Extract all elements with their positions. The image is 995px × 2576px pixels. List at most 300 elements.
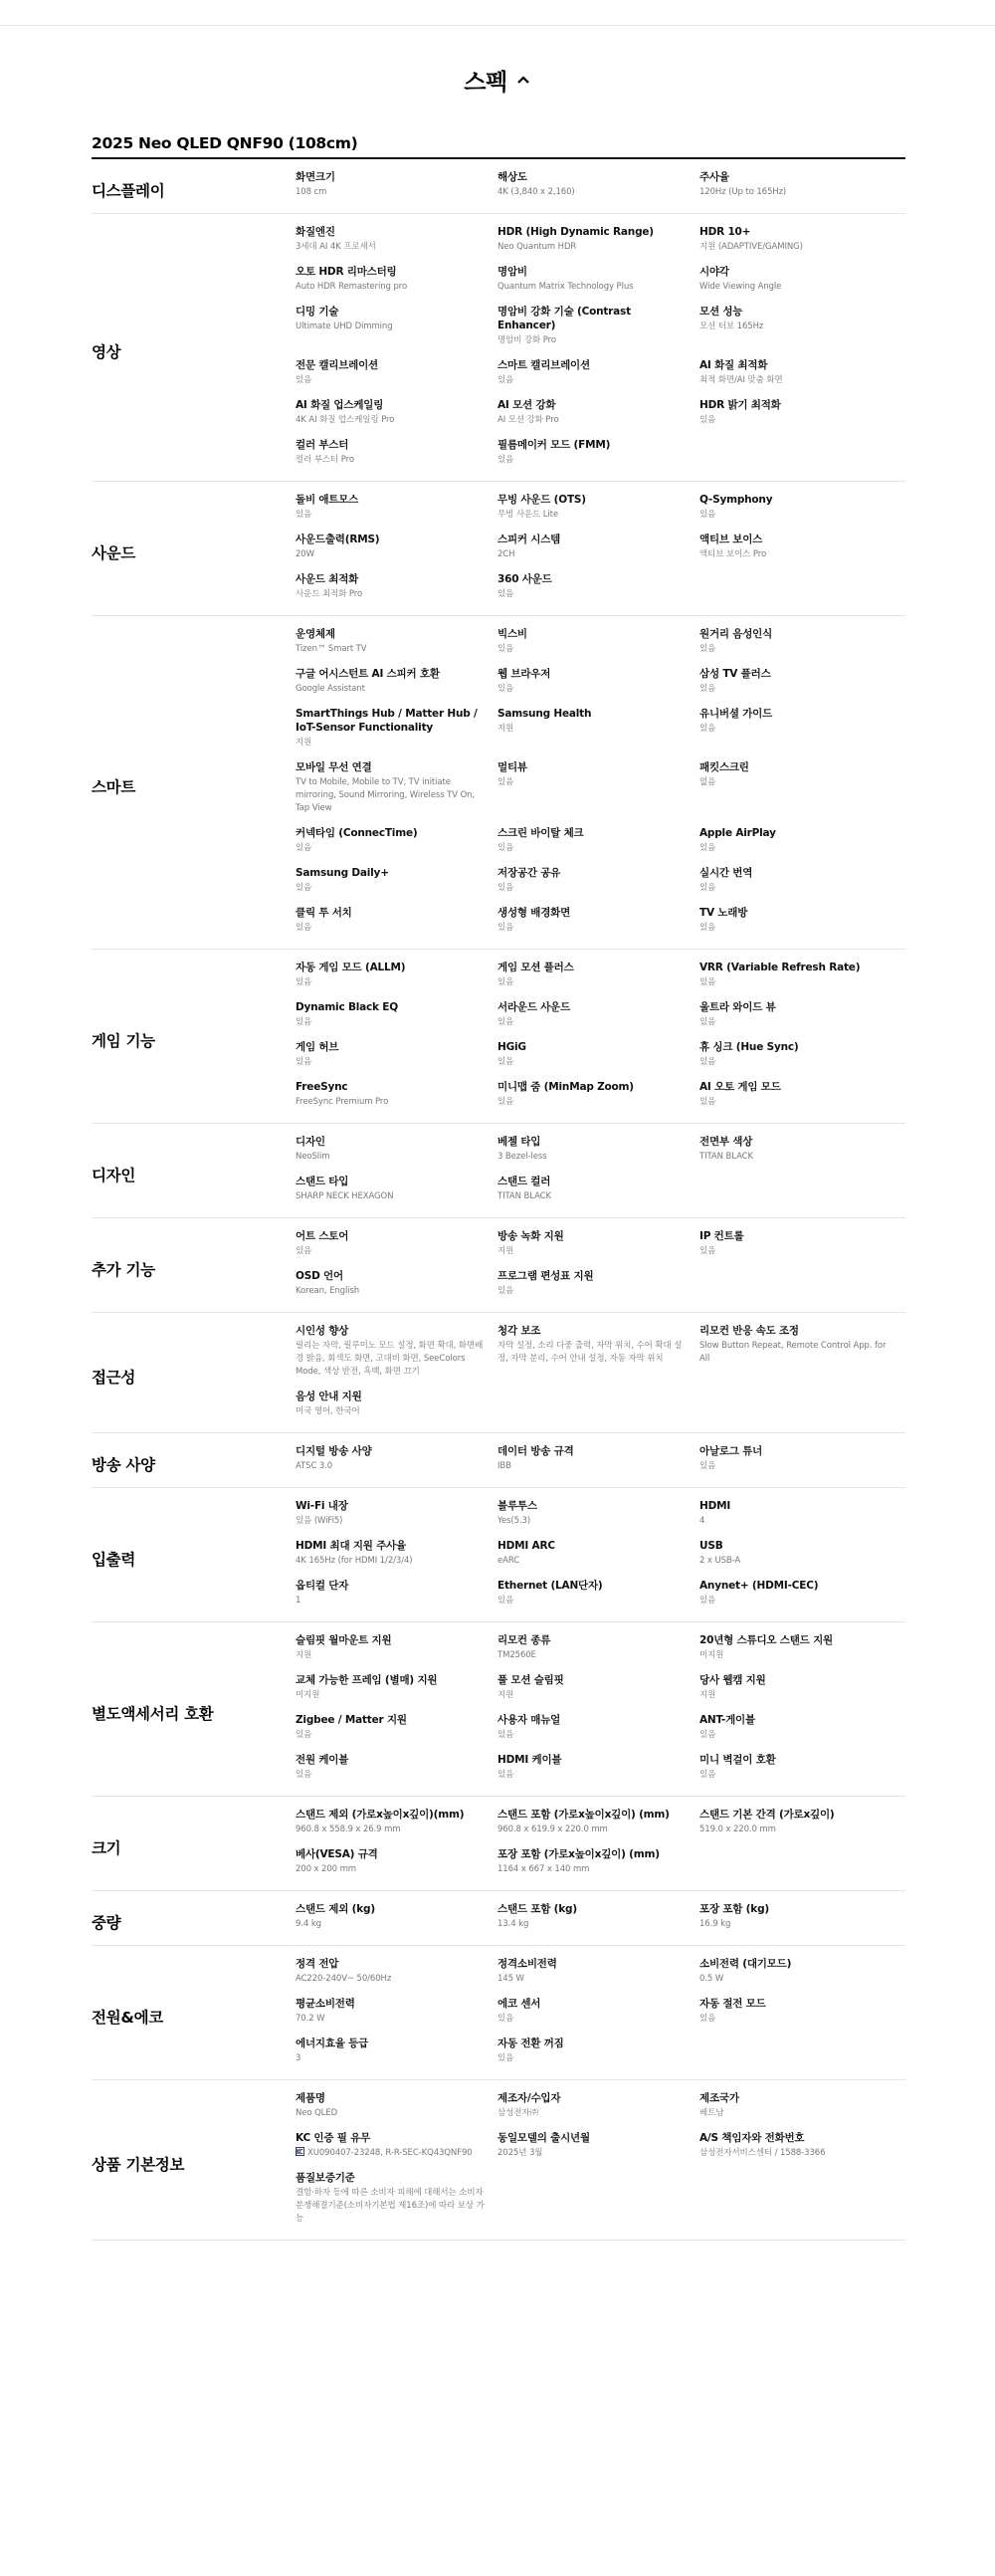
section-category: 상품 기본정보	[92, 2156, 185, 2174]
page-title: 스펙	[464, 69, 507, 96]
spec-toggle[interactable]	[0, 62, 995, 98]
spec-name: 휴 싱크 (Hue Sync)	[699, 1041, 799, 1053]
spec-value: 있음	[699, 724, 716, 734]
spec-value: 있음	[699, 1770, 716, 1780]
spec-name: 스탠드 제외 (가로x높이x깊이)(mm)	[296, 1809, 465, 1821]
spec-value: 108 cm	[296, 187, 327, 197]
spec-name: 저장공간 공유	[498, 867, 561, 879]
section-category: 영상	[92, 343, 121, 361]
spec-item	[498, 438, 699, 478]
spec-item	[296, 1753, 498, 1793]
spec-item	[296, 1902, 498, 1942]
spec-item	[296, 2131, 498, 2171]
spec-value: Neo Quantum HDR	[498, 242, 577, 252]
spec-name: ANT-게이블	[699, 1714, 755, 1726]
spec-name: 모션 성능	[699, 306, 743, 318]
spec-value: 있음	[699, 883, 716, 893]
spec-item	[296, 906, 498, 946]
spec-value: 960.8 x 619.9 x 220.0 mm	[498, 1825, 608, 1834]
spec-section	[92, 1622, 905, 1797]
spec-value: 자막 설정, 소리 다중 출력, 자막 위치, 수어 확대 설정, 자막 분리, 수어 안내 설정, 자동 자막 위치	[498, 1341, 683, 1364]
spec-value: 릴리는 자막, 릴루미노 모드 설정, 화면 확대, 화면배경 밝음, 회색도 화면, 고대비 화면, SeeColors Mode, 색상 반전, 흑백, 화면 끄기	[296, 1341, 484, 1377]
spec-name: 운영체제	[296, 628, 335, 640]
spec-item	[296, 1080, 498, 1120]
spec-item	[498, 265, 699, 305]
spec-value: 3세대 AI 4K 프로세서	[296, 242, 376, 252]
spec-item	[699, 1135, 905, 1175]
spec-name: 동일모델의 출시년월	[498, 2132, 590, 2144]
spec-item	[296, 1175, 498, 1214]
spec-value: 있음	[699, 644, 716, 654]
spec-grid	[296, 961, 905, 1120]
spec-value: XU090407-23248, R-R-SEC-KQ43QNF90	[307, 2148, 473, 2158]
spec-name: 해상도	[498, 171, 527, 183]
spec-item	[699, 225, 905, 265]
spec-grid	[296, 1499, 905, 1618]
spec-value: 있음	[699, 1057, 716, 1067]
spec-name: 돌비 애트모스	[296, 494, 359, 506]
spec-item	[699, 1633, 905, 1673]
section-category: 접근성	[92, 1369, 136, 1387]
spec-grid	[296, 170, 905, 210]
spec-item	[699, 1040, 905, 1080]
spec-value: 2025년 3월	[498, 2148, 543, 2158]
spec-name: Ethernet (LAN단자)	[498, 1580, 603, 1592]
spec-item	[296, 1713, 498, 1753]
spec-item	[699, 533, 905, 572]
spec-name: USB	[699, 1540, 723, 1552]
spec-item	[498, 961, 699, 1000]
spec-name: 멀티뷰	[498, 761, 527, 773]
spec-value: Korean, English	[296, 1286, 360, 1296]
spec-value: 3 Bezel-less	[498, 1152, 547, 1162]
spec-item	[498, 1324, 699, 1390]
spec-value: TV to Mobile, Mobile to TV, TV initiate mirroring, Sound Mirroring, Wireless TV On, Tap View	[296, 777, 476, 813]
spec-name: 정격소비전력	[498, 1958, 557, 1970]
spec-value: 미지원	[699, 1650, 724, 1660]
spec-name: 명암비 강화 기술 (Contrast Enhancer)	[498, 306, 631, 331]
section-category: 입출력	[92, 1551, 136, 1569]
spec-item	[498, 398, 699, 438]
spec-item	[296, 667, 498, 707]
spec-value: 0.5 W	[699, 1974, 724, 1984]
spec-value: Tizen™ Smart TV	[296, 644, 367, 654]
spec-value: 있음	[498, 455, 514, 465]
spec-value: 있음	[498, 777, 514, 787]
spec-item	[699, 1579, 905, 1618]
spec-item	[498, 866, 699, 906]
spec-item	[498, 1135, 699, 1175]
spec-item	[296, 1673, 498, 1713]
spec-item	[296, 305, 498, 358]
spec-name: 포장 포함 (kg)	[699, 1903, 769, 1915]
spec-name: 웹 브라우저	[498, 668, 551, 680]
spec-name: HDR (High Dynamic Range)	[498, 226, 654, 238]
spec-value: 1	[296, 1596, 301, 1606]
spec-name: 당사 웹캠 지원	[699, 1674, 766, 1686]
spec-name: 유니버셜 가이드	[699, 708, 773, 720]
spec-item	[498, 760, 699, 826]
spec-name: 제조국가	[699, 2092, 739, 2104]
spec-item	[296, 1000, 498, 1040]
spec-name: 화면크기	[296, 171, 335, 183]
spec-value: 모션 터보 165Hz	[699, 322, 764, 331]
spec-value-wrap	[296, 2147, 486, 2160]
spec-value: 있음	[498, 843, 514, 853]
spec-section	[92, 1124, 905, 1218]
spec-item	[699, 1753, 905, 1793]
spec-name: 블루투스	[498, 1500, 537, 1512]
spec-name: 컬러 부스터	[296, 439, 349, 451]
spec-value: 120Hz (Up to 165Hz)	[699, 187, 787, 197]
spec-item	[699, 1444, 905, 1484]
spec-name: 제조자/수입자	[498, 2092, 561, 2104]
spec-item	[498, 2091, 699, 2131]
spec-item	[296, 1847, 498, 1887]
spec-item	[296, 1499, 498, 1539]
spec-value: 있음	[296, 375, 312, 385]
spec-item	[699, 760, 905, 826]
spec-item	[699, 1000, 905, 1040]
spec-item	[699, 667, 905, 707]
spec-item	[498, 1633, 699, 1673]
spec-name: A/S 책임자와 전화번호	[699, 2132, 805, 2144]
spec-value: Yes(5.3)	[498, 1516, 531, 1526]
spec-grid	[296, 2091, 905, 2237]
spec-value: 있음	[699, 2014, 716, 2024]
spec-item	[498, 1808, 699, 1847]
section-category: 스마트	[92, 778, 136, 796]
spec-name: 전면부 색상	[699, 1136, 753, 1148]
spec-value: 있음	[699, 1461, 716, 1471]
spec-value: 있음	[699, 977, 716, 987]
spec-item	[498, 1499, 699, 1539]
spec-name: 방송 녹화 지원	[498, 1230, 564, 1242]
product-title: 2025 Neo QLED QNF90 (108cm)	[92, 134, 905, 159]
spec-name: 액티브 보이스	[699, 534, 763, 545]
spec-value: 지원	[699, 1690, 716, 1700]
spec-value: 있음	[498, 1097, 514, 1107]
section-category: 디자인	[92, 1167, 136, 1184]
spec-value: 있음	[699, 1246, 716, 1256]
spec-item	[296, 572, 498, 612]
spec-item	[699, 866, 905, 906]
spec-item	[699, 961, 905, 1000]
spec-name: 사운드출력(RMS)	[296, 534, 380, 545]
spec-item	[296, 1390, 498, 1429]
spec-value: 있음	[296, 883, 312, 893]
spec-value: NeoSlim	[296, 1152, 330, 1162]
spec-item	[498, 707, 699, 760]
spec-grid	[296, 1229, 905, 1309]
spec-item	[699, 627, 905, 667]
spec-item	[498, 305, 699, 358]
spec-item	[296, 627, 498, 667]
spec-name: 스피커 시스템	[498, 534, 561, 545]
spec-name: 에코 센서	[498, 1998, 541, 2010]
spec-value: 삼성전자㈜	[498, 2108, 538, 2118]
spec-value: 결함·하자 등에 따른 소비자 피해에 대해서는 소비자분쟁해결기준(소비자기본법 제16조)에 따라 보상 가능	[296, 2188, 485, 2224]
spec-name: 아날로그 튜너	[699, 1445, 763, 1457]
spec-value: 지원	[296, 1650, 312, 1660]
spec-item	[296, 1135, 498, 1175]
spec-name: 생성형 배경화면	[498, 907, 571, 919]
spec-item	[699, 1902, 905, 1942]
spec-item	[699, 1539, 905, 1579]
spec-value: 있음	[699, 843, 716, 853]
spec-name: 모바일 무선 연결	[296, 761, 372, 773]
spec-value: 컬러 부스터 Pro	[296, 455, 354, 465]
spec-section	[92, 1946, 905, 2080]
spec-value: 있음	[498, 1730, 514, 1740]
spec-value: 20W	[296, 549, 314, 559]
spec-value: 있음	[699, 923, 716, 933]
spec-item	[296, 760, 498, 826]
spec-item	[498, 627, 699, 667]
spec-name: VRR (Variable Refresh Rate)	[699, 962, 861, 973]
spec-item	[699, 170, 905, 210]
spec-item	[296, 707, 498, 760]
spec-name: 스탠드 컬러	[498, 1176, 551, 1187]
spec-name: HDMI 최대 지원 주사율	[296, 1540, 407, 1552]
spec-value: 있음	[498, 883, 514, 893]
spec-value: 있음	[699, 1596, 716, 1606]
spec-value: 있음	[498, 1017, 514, 1027]
spec-value: 2 x USB-A	[699, 1556, 741, 1566]
spec-grid	[296, 1324, 905, 1429]
spec-name: 리모컨 종류	[498, 1634, 551, 1646]
section-category: 크기	[92, 1839, 121, 1857]
spec-name: 에너지효율 등급	[296, 2038, 369, 2049]
spec-value: Slow Button Repeat, Remote Control App. for All	[699, 1341, 887, 1364]
spec-item	[699, 1080, 905, 1120]
spec-name: 정격 전압	[296, 1958, 339, 1970]
spec-section	[92, 214, 905, 482]
spec-item	[498, 2037, 699, 2076]
spec-item	[498, 667, 699, 707]
spec-value: 70.2 W	[296, 2014, 325, 2024]
spec-value: TITAN BLACK	[498, 1191, 551, 1201]
spec-name: HDR 10+	[699, 226, 751, 238]
spec-value: ATSC 3.0	[296, 1461, 333, 1471]
spec-name: Dynamic Black EQ	[296, 1001, 398, 1013]
section-category: 추가 기능	[92, 1261, 155, 1279]
spec-value: 있음	[498, 1286, 514, 1296]
spec-value: eARC	[498, 1556, 520, 1566]
spec-item	[296, 1040, 498, 1080]
spec-name: 무빙 사운드 (OTS)	[498, 494, 586, 506]
spec-value: 명암비 강화 Pro	[498, 335, 556, 345]
spec-name: 필름메이커 모드 (FMM)	[498, 439, 611, 451]
spec-name: 디밍 기술	[296, 306, 339, 318]
spec-name: 전문 캘리브레이션	[296, 359, 378, 371]
spec-name: HGiG	[498, 1041, 526, 1053]
top-divider	[0, 25, 995, 26]
spec-name: Apple AirPlay	[699, 827, 776, 839]
spec-item	[498, 1753, 699, 1793]
spec-name: FreeSync	[296, 1081, 348, 1093]
spec-value: 있음	[699, 510, 716, 520]
spec-item	[296, 1808, 498, 1847]
spec-value: 최적 화면/AI 맞춤 화면	[699, 375, 783, 385]
spec-item	[699, 707, 905, 760]
spec-name: 사운드 최적화	[296, 573, 359, 585]
spec-item	[296, 438, 498, 478]
spec-value: TITAN BLACK	[699, 1152, 753, 1162]
spec-value: 있음	[498, 1770, 514, 1780]
spec-item	[296, 265, 498, 305]
spec-item	[498, 1539, 699, 1579]
spec-value: 있음	[296, 510, 312, 520]
spec-value: 있음	[498, 2014, 514, 2024]
spec-value: 있음	[699, 1097, 716, 1107]
spec-name: 프로그램 편성표 지원	[498, 1270, 594, 1282]
section-category: 전원&에코	[92, 2009, 163, 2027]
spec-value: 있음	[296, 923, 312, 933]
spec-name: 스탠드 포함 (kg)	[498, 1903, 577, 1915]
spec-name: HDR 밝기 최적화	[699, 399, 781, 411]
spec-value: 4K AI 화질 업스케일링 Pro	[296, 415, 395, 425]
spec-value: Neo QLED	[296, 2108, 338, 2118]
spec-value: 지원	[498, 1690, 514, 1700]
spec-name: AI 모션 강화	[498, 399, 556, 411]
spec-value: 있음	[699, 684, 716, 694]
spec-name: AI 화질 업스케일링	[296, 399, 384, 411]
spec-value: 2CH	[498, 549, 515, 559]
spec-value: 200 x 200 mm	[296, 1864, 356, 1874]
spec-item	[498, 170, 699, 210]
spec-name: 원거리 음성인식	[699, 628, 773, 640]
spec-value: 지원	[296, 738, 312, 748]
spec-value: TM2560E	[498, 1650, 536, 1660]
spec-item	[296, 1997, 498, 2037]
spec-item	[699, 2091, 905, 2131]
spec-item	[699, 1673, 905, 1713]
spec-section	[92, 950, 905, 1124]
spec-item	[699, 1957, 905, 1997]
spec-item	[498, 1902, 699, 1942]
spec-name: AI 오토 게임 모드	[699, 1081, 781, 1093]
spec-name: 게임 허브	[296, 1041, 339, 1053]
spec-name: 클릭 투 서치	[296, 907, 352, 919]
spec-section	[92, 2080, 905, 2241]
spec-value: 있음	[699, 415, 716, 425]
spec-section	[92, 1313, 905, 1433]
spec-value: AC220-240V~ 50/60Hz	[296, 1974, 392, 1984]
spec-name: Wi-Fi 내장	[296, 1500, 348, 1512]
spec-value: 있음	[699, 1017, 716, 1027]
spec-item	[699, 265, 905, 305]
spec-value: 있음	[296, 843, 312, 853]
spec-name: 360 사운드	[498, 573, 552, 585]
spec-name: 청각 보조	[498, 1325, 541, 1337]
spec-item	[296, 398, 498, 438]
spec-value: 없음	[699, 777, 716, 787]
spec-item	[699, 826, 905, 866]
spec-name: SmartThings Hub / Matter Hub / IoT-Sensor Functionality	[296, 708, 478, 734]
spec-section	[92, 1797, 905, 1891]
spec-value: 있음	[296, 1246, 312, 1256]
spec-name: 스탠드 기본 간격 (가로x깊이)	[699, 1809, 835, 1821]
spec-value: 4K 165Hz (for HDMI 1/2/3/4)	[296, 1556, 413, 1566]
spec-name: 자동 절전 모드	[699, 1998, 766, 2010]
spec-name: 베젤 타입	[498, 1136, 541, 1148]
spec-name: AI 화질 최적화	[699, 359, 768, 371]
spec-item	[296, 2091, 498, 2131]
spec-value: 145 W	[498, 1974, 524, 1984]
spec-name: 포장 포함 (가로x높이x깊이) (mm)	[498, 1848, 660, 1860]
spec-item	[498, 1229, 699, 1269]
spec-name: 스마트 캘리브레이션	[498, 359, 590, 371]
spec-section	[92, 616, 905, 950]
spec-value: 있음	[498, 684, 514, 694]
spec-grid	[296, 1633, 905, 1793]
kc-mark-icon	[296, 2147, 304, 2156]
spec-name: 제품명	[296, 2092, 325, 2104]
spec-value: 액티브 보이스 Pro	[699, 549, 767, 559]
spec-name: 미니맵 줌 (MinMap Zoom)	[498, 1081, 634, 1093]
spec-item	[498, 533, 699, 572]
spec-value: 9.4 kg	[296, 1919, 321, 1929]
spec-item	[699, 1713, 905, 1753]
spec-name: 주사율	[699, 171, 729, 183]
spec-value: Quantum Matrix Technology Plus	[498, 282, 634, 292]
spec-item	[498, 1269, 699, 1309]
spec-grid	[296, 1135, 905, 1214]
spec-grid	[296, 1902, 905, 1942]
spec-grid	[296, 493, 905, 612]
spec-name: 데이터 방송 규격	[498, 1445, 574, 1457]
spec-section	[92, 1488, 905, 1622]
spec-name: 스탠드 제외 (kg)	[296, 1903, 375, 1915]
spec-name: 미니 벽걸이 호환	[699, 1754, 776, 1766]
spec-name: 명암비	[498, 266, 527, 278]
spec-item	[498, 1847, 699, 1887]
spec-item	[296, 826, 498, 866]
spec-name: 슬림핏 월마운트 지원	[296, 1634, 392, 1646]
spec-value: FreeSync Premium Pro	[296, 1097, 389, 1107]
spec-name: OSD 언어	[296, 1270, 343, 1282]
spec-value: 베트남	[699, 2108, 724, 2118]
spec-value: 1164 x 667 x 140 mm	[498, 1864, 590, 1874]
spec-item	[296, 1633, 498, 1673]
spec-name: 구글 어시스턴트 AI 스피커 호환	[296, 668, 440, 680]
spec-name: Zigbee / Matter 지원	[296, 1714, 407, 1726]
spec-grid	[296, 1444, 905, 1484]
spec-grid	[296, 627, 905, 946]
spec-item	[296, 2037, 498, 2076]
spec-item	[699, 1324, 905, 1390]
spec-name: 패킷스크린	[699, 761, 749, 773]
spec-name: 빅스비	[498, 628, 527, 640]
spec-item	[296, 1269, 498, 1309]
spec-item	[498, 1579, 699, 1618]
spec-value: 있음	[498, 1596, 514, 1606]
spec-value: 3	[296, 2053, 301, 2063]
spec-name: Q-Symphony	[699, 494, 773, 506]
spec-value: 지원	[498, 724, 514, 734]
spec-name: 울트라 와이드 뷰	[699, 1001, 776, 1013]
spec-value: 있음	[296, 1017, 312, 1027]
spec-grid	[296, 1808, 905, 1887]
spec-item	[498, 1997, 699, 2037]
spec-value: 519.0 x 220.0 mm	[699, 1825, 776, 1834]
spec-name: 자동 게임 모드 (ALLM)	[296, 962, 406, 973]
spec-value: 있음	[296, 1057, 312, 1067]
spec-name: KC 인증 필 유무	[296, 2132, 371, 2144]
spec-item	[498, 572, 699, 612]
spec-name: 오토 HDR 리마스터링	[296, 266, 397, 278]
